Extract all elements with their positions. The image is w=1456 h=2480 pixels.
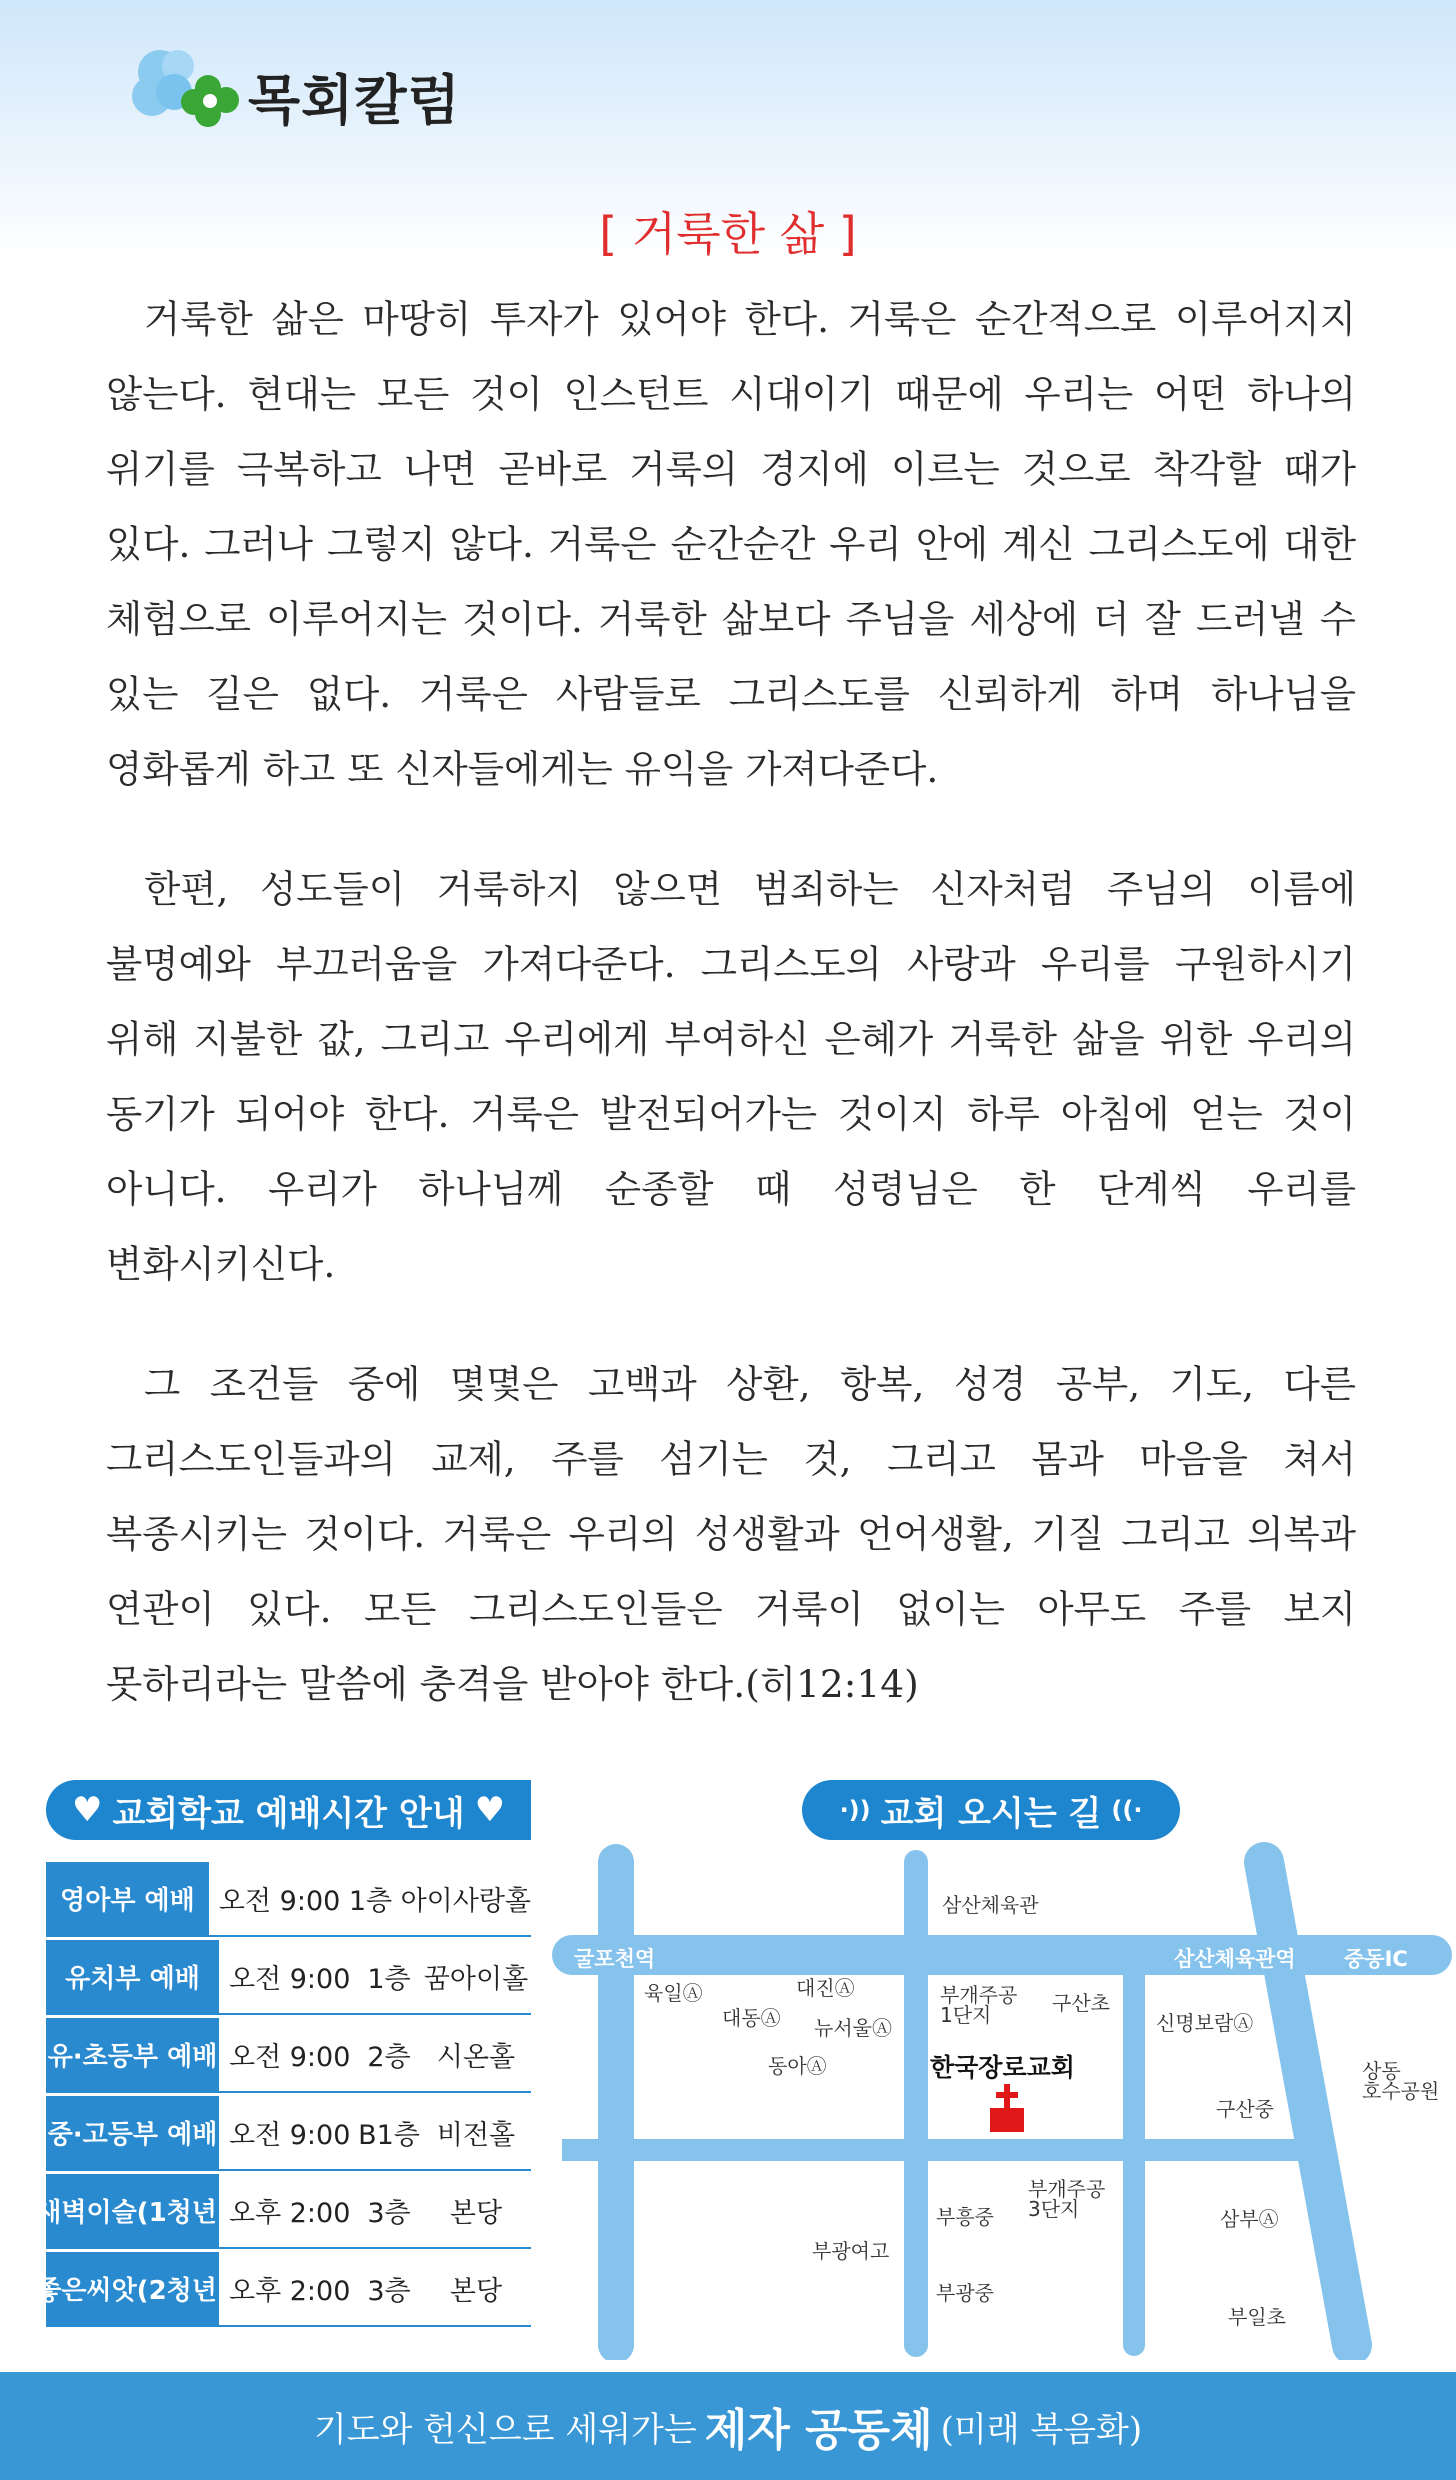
road-diagonal: [1264, 1862, 1352, 2345]
schedule-row: [36, 2174, 531, 2249]
schedule-dept: 유·초등부 예배: [46, 2018, 219, 2091]
schedule-time: 오전 9:00: [218, 1886, 341, 1917]
schedule-dept: 유치부 예배: [46, 1940, 219, 2013]
map-label: 구산초: [1052, 1991, 1110, 2015]
map-label: 부흥중: [936, 2205, 994, 2229]
map-label: 부개주공 3단지: [1028, 2177, 1106, 2221]
schedule-room: 비전홀: [436, 2120, 516, 2151]
footer-suffix: (미래 복음화): [940, 2409, 1143, 2450]
schedule-floor: B1층: [358, 2120, 420, 2151]
church-marker-icon: [990, 2084, 1024, 2132]
schedule-time: 오후 2:00: [229, 2276, 351, 2307]
schedule-floor: 1층: [348, 1886, 393, 1917]
column-article: [106, 282, 1356, 1767]
schedule-room: 시온홀: [436, 2042, 516, 2073]
map-label: 구산중: [1216, 2097, 1274, 2121]
schedule-floor: 1층: [367, 1964, 411, 1995]
map-label: 대진Ⓐ: [796, 1976, 855, 2000]
schedule-time: 오전 9:00: [229, 2120, 351, 2151]
map-label: 신명보람Ⓐ: [1156, 2011, 1254, 2035]
map-label: 대동Ⓐ: [722, 2006, 781, 2030]
schedule-header: [46, 1780, 531, 1840]
map-header: [802, 1780, 1180, 1840]
map-svg: [552, 1840, 1456, 2360]
schedule-dept: 좋은씨앗(2청년): [46, 2252, 219, 2325]
road-label-ic: 중동IC: [1344, 1947, 1408, 1971]
schedule-dept: 영아부 예배: [46, 1862, 209, 1935]
map-label: 동아Ⓐ: [768, 2054, 827, 2078]
schedule-room: 꿈아이홀: [423, 1964, 529, 1995]
column-title: [ 거룩한 삶 ]: [599, 207, 857, 261]
sound-wave-right-icon: ·)): [839, 1796, 871, 1824]
schedule-row: [46, 2096, 531, 2171]
schedule-time: 오후 2:00: [229, 2198, 351, 2229]
schedule-time: 오전 9:00: [229, 1964, 351, 1995]
road-label-east-station: 삼산체육관역: [1174, 1947, 1296, 1971]
map-label: 뉴서울Ⓐ: [814, 2016, 892, 2040]
schedule-title: 교회학교 예배시간 안내: [112, 1793, 465, 1834]
schedule-floor: 2층: [367, 2042, 411, 2073]
schedule-time: 오전 9:00: [229, 2042, 351, 2073]
schedule-room: 아이사랑홀: [400, 1886, 531, 1917]
schedule-row: [46, 2018, 531, 2093]
directions-map: [552, 1840, 1456, 2360]
footer-prefix: 기도와 헌신으로 세워가는: [313, 2409, 697, 2450]
schedule-room: 본당: [449, 2276, 503, 2307]
article-paragraph: 한편, 성도들이 거룩하지 않으면 범죄하는 신자처럼 주님의 이름에 불명예와 부끄러움을 가져다준다. 그리스도의 사랑과 우리를 구원하시기 위해 지불한 값, 그리고 우리에게 부여하신 은혜가 거룩한 삶을 위한 우리의 동기가 되어야 한다. 거룩은 발전되어가는 것이지 하루 아침에 얻는 것이 아니다. 우리가 하나님께 순종할 때 성령님은 한 단계씩 우리를 변화시키신다.: [106, 867, 1356, 1286]
schedule-table: [36, 1862, 531, 2330]
heart-icon: ♥: [71, 1790, 103, 1830]
schedule-floor: 3층: [367, 2198, 411, 2229]
footer-banner: [0, 2372, 1456, 2480]
schedule-row: [46, 1862, 531, 1937]
article-paragraph: 그 조건들 중에 몇몇은 고백과 상환, 항복, 성경 공부, 기도, 다른 그리스도인들과의 교제, 주를 섬기는 것, 그리고 몸과 마음을 쳐서 복종시키는 것이다. 거룩은 우리의 성생활과 언어생활, 기질 그리고 의복과 연관이 있다. 모든 그리스도인들은 거룩이 없이는 아무도 주를 보지 못하리라는 말씀에 충격을 받아야 한다.(히12:14): [106, 1362, 1356, 1706]
footer-highlight: 제자 공동체: [704, 2405, 933, 2456]
schedule-dept: 중·고등부 예배: [46, 2096, 219, 2169]
map-label: 육일Ⓐ: [644, 1981, 703, 2005]
sound-wave-left-icon: ((·: [1111, 1796, 1143, 1824]
map-label: 상동 호수공원: [1362, 2059, 1440, 2103]
schedule-row: [36, 2252, 531, 2327]
header-title: 목회칼럼: [248, 69, 461, 132]
church-name: 한국장로교회: [930, 2053, 1075, 2082]
clover-logo-icon: [130, 44, 242, 134]
map-label: 부일초: [1228, 2305, 1286, 2329]
schedule-row: [46, 1940, 531, 2015]
map-label: 부개주공 1단지: [940, 1983, 1018, 2027]
map-label: 부광중: [936, 2281, 994, 2305]
road-label-west-station: 굴포천역: [574, 1947, 656, 1971]
map-label: 삼산체육관: [942, 1893, 1039, 1917]
map-title: 교회 오시는 길: [880, 1793, 1102, 1834]
map-label: 부광여고: [812, 2239, 890, 2263]
schedule-dept: 새벽이슬(1청년): [46, 2174, 219, 2247]
schedule-floor: 3층: [367, 2276, 411, 2307]
heart-icon: ♥: [474, 1790, 506, 1830]
map-label: 삼부Ⓐ: [1220, 2207, 1279, 2231]
article-paragraph: 거룩한 삶은 마땅히 투자가 있어야 한다. 거룩은 순간적으로 이루어지지 않는다. 현대는 모든 것이 인스턴트 시대이기 때문에 우리는 어떤 하나의 위기를 극복하고 나면 곧바로 거룩의 경지에 이르는 것으로 착각할 때가 있다. 그러나 그렇지 않다. 거룩은 순간순간 우리 안에 계신 그리스도에 대한 체험으로 이루어지는 것이다. 거룩한 삶보다 주님을 세상에 더 잘 드러낼 수 있는 길은 없다. 거룩은 사람들로 그리스도를 신뢰하게 하며 하나님을 영화롭게 하고 또 신자들에게는 유익을 가져다준다.: [106, 297, 1356, 791]
schedule-room: 본당: [449, 2198, 503, 2229]
